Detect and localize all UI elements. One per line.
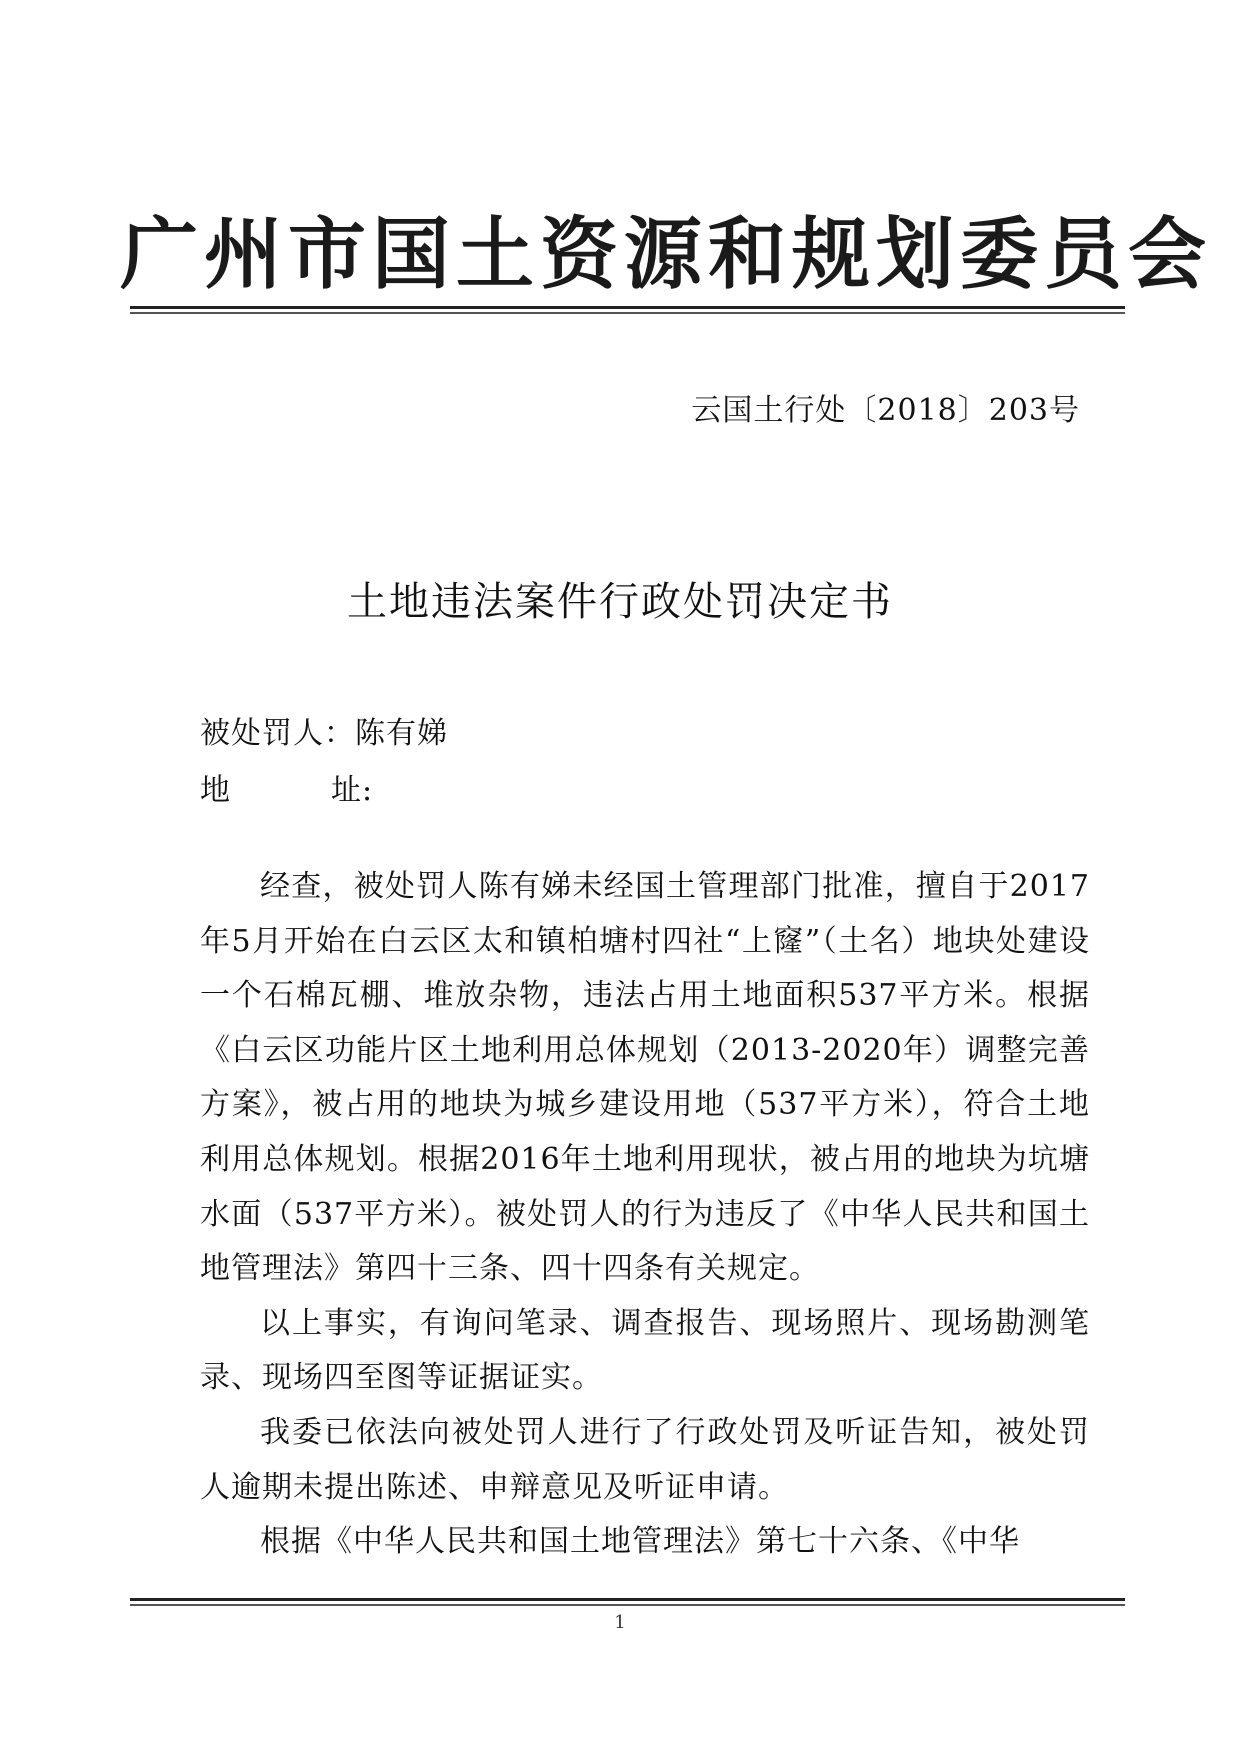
org-letterhead: 广州市国土资源和规划委员会: [120, 209, 1213, 300]
body-paragraph-legal-basis: 根据《中华人民共和国土地管理法》第七十六条、《中华: [260, 1524, 1020, 1560]
penalized-party-name: 陈有娣: [355, 716, 448, 751]
document-title: 土地违法案件行政处罚决定书: [347, 579, 893, 625]
penalized-party-line: [200, 708, 448, 752]
penalized-party-label: 被处罚人：: [200, 716, 355, 751]
body-paragraph-notice: 我委已依法向被处罚人进行了行政处罚及听证告知，被处罚人逾期未提出陈述、申辩意见及听证申请。: [200, 1414, 1090, 1505]
page-number: 1: [614, 1612, 626, 1633]
address-label-second-char: 址:: [331, 773, 374, 808]
address-label-first-char: 地: [200, 773, 231, 808]
address-line: [200, 765, 373, 809]
body-text: [200, 860, 1090, 1570]
header-divider: [130, 306, 1125, 309]
footer-divider: [130, 1598, 1125, 1601]
body-paragraph-findings: 经查，被处罚人陈有娣未经国土管理部门批准，擅自于2017年5月开始在白云区太和镇柏塘村四社“上窿”（土名）地块处建设一个石棉瓦棚、堆放杂物，违法占用土地面积537平方米。根据《白云区功能片区土地利用总体规划（2013-2020年）调整完善方案》，被占用的地块为城乡建设用地（537平方米），符合土地利用总体规划。根据2016年土地利用现状，被占用的地块为坑塘水面（537平方米）。被处罚人的行为违反了《中华人民共和国土地管理法》第四十三条、四十四条有关规定。: [200, 869, 1090, 1287]
body-paragraph-evidence: 以上事实，有询问笔录、调查报告、现场照片、现场勘测笔录、现场四至图等证据证实。: [200, 1305, 1090, 1396]
document-number: 云国土行处〔2018〕203号: [691, 393, 1080, 428]
